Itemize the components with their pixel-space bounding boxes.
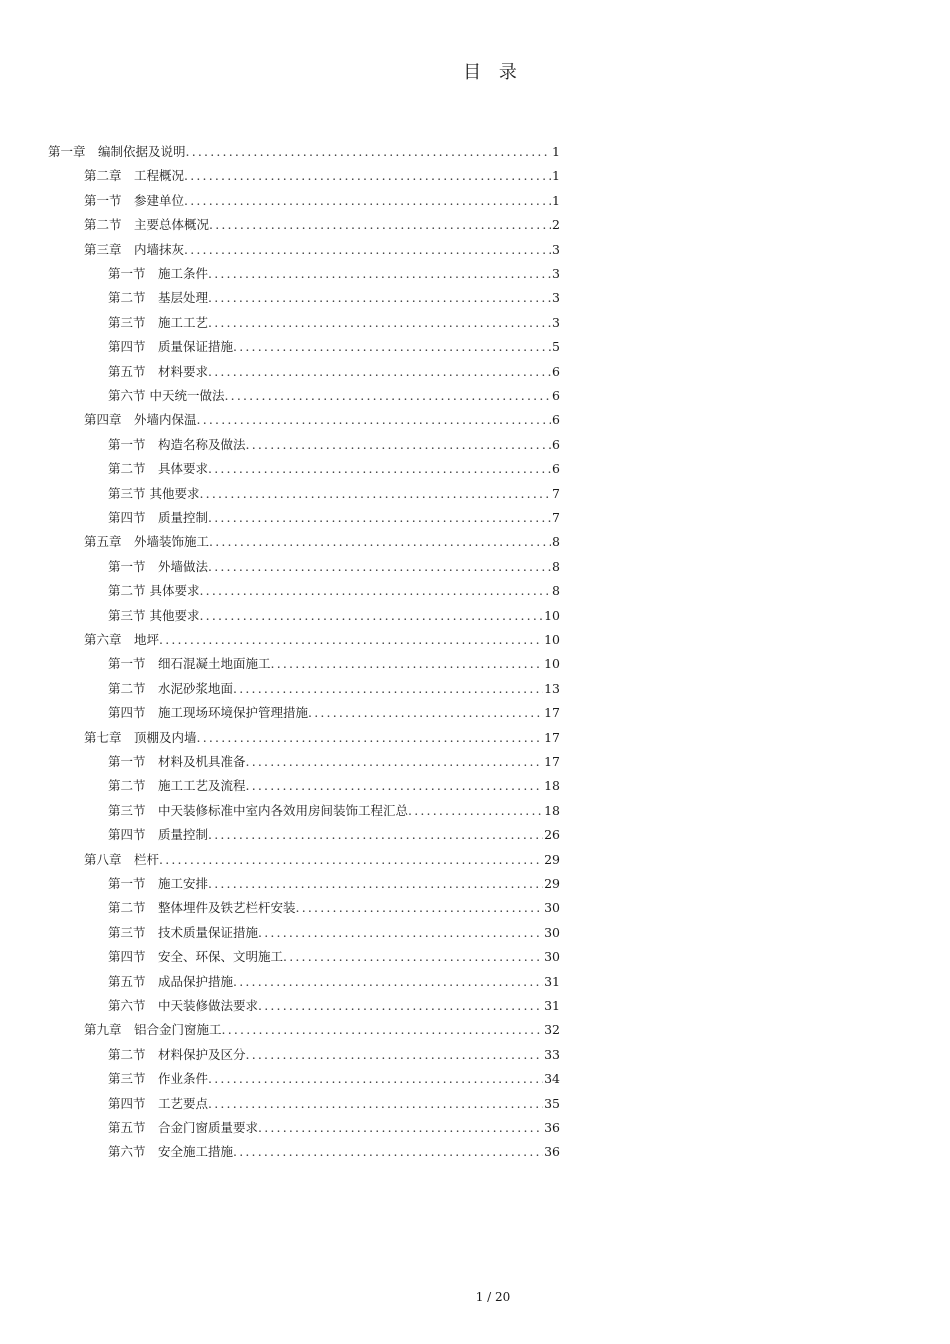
toc-dot-leader [233,337,551,357]
toc-entry[interactable] [108,1142,560,1162]
toc-entry-title: 第四节 质量保证措施 [108,339,234,355]
toc-entry-page: 18 [544,778,560,794]
toc-entry[interactable] [108,459,560,479]
toc-entry-title: 第三节 中天装修标准中室内各效用房间装饰工程汇总 [108,802,409,818]
toc-dot-leader [208,459,551,479]
toc-entry[interactable] [108,923,560,943]
toc-entry[interactable] [84,240,560,260]
toc-entry-title: 第二节 施工工艺及流程 [108,778,246,794]
toc-dot-leader [209,532,551,552]
toc-dot-leader [233,1142,543,1162]
toc-entry-title: 第二节 具体要求 [108,583,200,599]
toc-entry-page: 2 [552,217,560,233]
toc-entry-title: 第六章 地坪 [84,632,160,647]
toc-entry-title: 第一节 材料及机具准备 [108,754,246,769]
toc-dot-leader [186,142,552,162]
toc-entry-title: 第七章 顶棚及内墙 [84,729,197,745]
toc-entry[interactable] [84,850,560,870]
toc-entry-page: 3 [552,241,560,257]
toc-entry-page: 30 [544,949,560,965]
toc-entry-title: 第一节 参建单位 [84,192,185,208]
toc-entry-page: 36 [544,1120,560,1135]
toc-entry-page: 35 [544,1095,560,1111]
toc-entry-title: 第四节 质量控制 [108,510,209,525]
toc-entry[interactable] [108,801,560,821]
toc-entry[interactable] [108,386,560,406]
toc-dot-leader [197,410,552,430]
toc-dot-leader [159,850,543,870]
toc-entry-title: 第二节 具体要求 [108,461,209,477]
toc-dot-leader [408,801,543,821]
toc-entry-title: 第二节 水泥砂浆地面 [108,680,234,696]
toc-entry[interactable] [108,606,560,626]
toc-entry[interactable] [84,410,560,430]
toc-entry-page: 33 [544,1046,560,1062]
toc-entry-page: 29 [544,851,560,867]
toc-entry-page: 10 [544,607,560,623]
toc-entry[interactable] [84,166,560,186]
toc-entry-title: 第三章 内墙抹灰 [84,241,185,257]
toc-entry[interactable] [84,532,560,552]
toc-entry-title: 第六节 安全施工措施 [108,1144,234,1160]
toc-entry[interactable] [108,264,560,284]
toc-entry-title: 第一节 施工安排 [108,876,209,891]
toc-entry-page: 8 [552,534,560,550]
toc-entry-title: 第一节 构造名称及做法 [108,436,246,452]
toc-entry-title: 第三节 其他要求 [108,485,200,501]
toc-entry-title: 第五节 合金门窗质量要求 [108,1120,259,1135]
toc-dot-leader [246,1045,544,1065]
toc-entry[interactable] [108,776,560,796]
toc-entry[interactable] [108,679,560,699]
toc-entry[interactable] [108,288,560,308]
toc-entry-page: 8 [552,558,560,574]
toc-entry-title: 第六节 中天装修做法要求 [108,998,259,1013]
toc-dot-leader [199,581,551,601]
toc-entry-page: 36 [544,1144,560,1160]
toc-entry-page: 17 [544,754,560,769]
toc-entry-page: 3 [552,290,560,306]
toc-entry-page: 26 [544,827,560,843]
toc-entry-title: 第九章 铝合金门窗施工 [84,1022,222,1038]
toc-entry[interactable] [84,630,560,650]
toc-dot-leader [224,386,551,406]
toc-entry-page: 5 [552,339,560,355]
toc-entry-title: 第二节 主要总体概况 [84,217,210,233]
toc-dot-leader [258,1118,543,1138]
toc-entry-page: 1 [552,168,560,184]
toc-entry-title: 第五章 外墙装饰施工 [84,534,210,550]
toc-entry[interactable] [84,1020,560,1040]
toc-entry-title: 第三节 技术质量保证措施 [108,924,259,940]
toc-entry[interactable] [108,752,560,772]
toc-entry[interactable] [84,728,560,748]
toc-entry-page: 1 [552,144,560,159]
toc-entry[interactable] [108,972,560,992]
toc-dot-leader [246,752,544,772]
toc-dot-leader [199,606,543,626]
toc-entry[interactable] [108,337,560,357]
toc-entry[interactable] [48,142,560,162]
toc-dot-leader [184,191,551,211]
toc-entry-page: 18 [544,802,560,818]
toc-entry[interactable] [108,581,560,601]
toc-dot-leader [246,776,544,796]
toc-dot-leader [233,972,543,992]
toc-entry-page: 7 [552,485,560,501]
toc-entry-page: 30 [544,924,560,940]
toc-dot-leader [208,264,551,284]
toc-dot-leader [258,923,543,943]
toc-dot-leader [159,630,543,650]
toc-entry[interactable] [108,654,560,674]
toc-entry-title: 第二节 材料保护及区分 [108,1046,246,1062]
toc-entry-title: 第四节 安全、环保、文明施工 [108,949,284,965]
toc-entry-page: 31 [544,973,560,989]
toc-entry[interactable] [108,557,560,577]
toc-entry[interactable] [108,1069,560,1089]
toc-dot-leader [184,240,551,260]
toc-dot-leader [197,728,544,748]
toc-dot-leader [208,362,551,382]
toc-dot-leader [283,947,543,967]
toc-entry-title: 第六节 中天统一做法 [108,388,225,403]
toc-entry[interactable] [108,435,560,455]
toc-entry-page: 32 [544,1022,560,1038]
toc-entry-page: 10 [544,632,560,647]
toc-entry-title: 第五节 材料要求 [108,363,209,379]
toc-dot-leader [199,484,551,504]
page-number-footer: 1 / 20 [475,1290,511,1304]
page-title: 目 录 [463,62,523,83]
toc-entry-title: 第一节 施工条件 [108,266,209,281]
toc-dot-leader [208,508,551,528]
toc-entry-page: 3 [552,314,560,330]
toc-entry-page: 31 [544,998,560,1013]
toc-entry-page: 17 [544,729,560,745]
toc-entry-title: 第五节 成品保护措施 [108,973,234,989]
toc-entry[interactable] [84,215,560,235]
toc-entry[interactable] [108,1045,560,1065]
toc-dot-leader [246,435,552,455]
toc-entry[interactable] [108,1094,560,1114]
toc-entry-page: 10 [544,656,560,672]
toc-entry-page: 13 [544,680,560,696]
toc-entry-page: 3 [552,266,560,281]
toc-dot-leader [208,313,551,333]
toc-entry-page: 30 [544,900,560,916]
toc-entry-page: 1 [552,192,560,208]
toc-dot-leader [209,215,551,235]
toc-entry[interactable] [108,703,560,723]
toc-entry-page: 6 [552,436,560,452]
toc-entry-page: 6 [552,363,560,379]
toc-entry-title: 第三节 施工工艺 [108,314,209,330]
toc-entry-page: 6 [552,412,560,428]
toc-entry-title: 第三节 作业条件 [108,1071,209,1087]
toc-entry-page: 6 [552,461,560,477]
toc-entry-page: 8 [552,583,560,599]
toc-dot-leader [258,996,543,1016]
toc-dot-leader [222,1020,544,1040]
toc-entry-page: 29 [544,876,560,891]
toc-entry[interactable] [108,484,560,504]
toc-entry-title: 第四节 质量控制 [108,827,209,843]
toc-entry-title: 第四章 外墙内保温 [84,412,197,428]
toc-entry-title: 第四节 工艺要点 [108,1095,209,1111]
toc-entry-title: 第二节 基层处理 [108,290,209,306]
toc-entry-title: 第二节 整体埋件及铁艺栏杆安装 [108,900,296,916]
toc-dot-leader [184,166,551,186]
toc-entry[interactable] [108,947,560,967]
toc-entry-title: 第八章 栏杆 [84,851,160,867]
toc-entry-page: 17 [544,705,560,721]
toc-entry[interactable] [108,313,560,333]
toc-dot-leader [208,557,551,577]
toc-entry[interactable] [108,996,560,1016]
toc-entry[interactable] [108,508,560,528]
toc-entry-title: 第一章 编制依据及说明 [48,144,186,159]
toc-entry-title: 第四节 施工现场环境保护管理措施 [108,705,309,721]
toc-entry[interactable] [108,898,560,918]
toc-dot-leader [308,703,543,723]
toc-entry-title: 第三节 其他要求 [108,607,200,623]
toc-dot-leader [208,1069,543,1089]
toc-dot-leader [271,654,544,674]
toc-dot-leader [233,679,543,699]
toc-entry-title: 第一节 细石混凝土地面施工 [108,656,271,672]
toc-entry-page: 7 [552,510,560,525]
toc-dot-leader [208,1094,543,1114]
toc-entry[interactable] [108,1118,560,1138]
toc-dot-leader [208,825,543,845]
toc-entry-title: 第二章 工程概况 [84,168,185,184]
toc-dot-leader [296,898,544,918]
toc-entry[interactable] [108,825,560,845]
toc-dot-leader [208,288,551,308]
toc-entry[interactable] [108,362,560,382]
toc-entry-title: 第一节 外墙做法 [108,558,209,574]
toc-entry-page: 6 [552,388,560,403]
toc-entry[interactable] [108,874,560,894]
toc-entry-page: 34 [544,1071,560,1087]
toc-dot-leader [208,874,543,894]
toc-entry[interactable] [84,191,560,211]
